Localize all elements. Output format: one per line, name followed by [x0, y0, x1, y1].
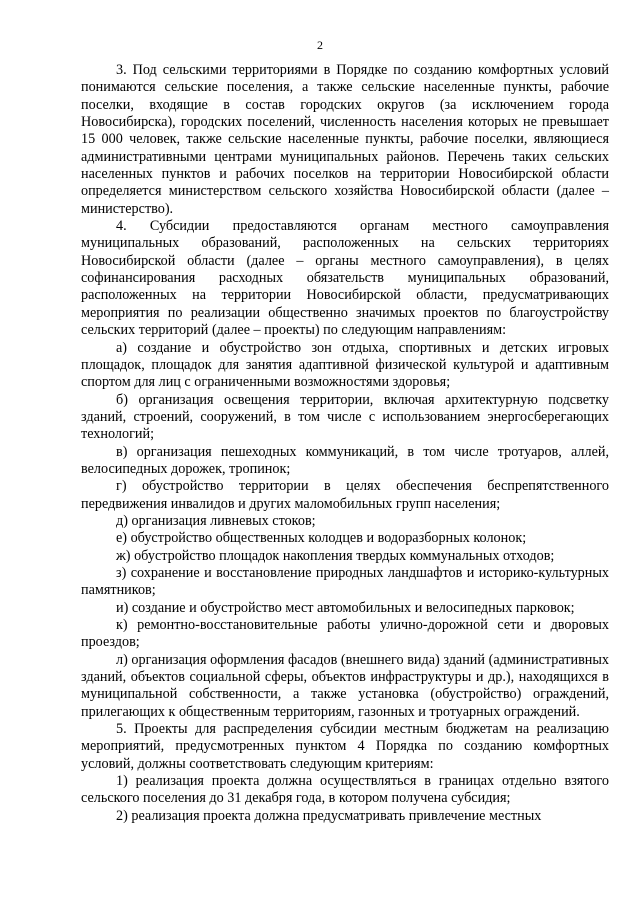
list-item-i: и) создание и обустройство мест автомобильных и велосипедных парковок; — [116, 599, 575, 616]
document-body — [81, 62, 609, 825]
criteria-item-1: 1) реализация проекта должна осуществляться в границах отдельно взятого сельского поселения до 31 декабря года, в котором получена субсидия; — [81, 773, 609, 807]
list-item-d: д) организация ливневых стоков; — [116, 512, 316, 529]
criteria-item-2: 2) реализация проекта должна предусматривать привлечение местных — [116, 807, 542, 824]
list-item-z: з) сохранение и восстановление природных ландшафтов и историко-культурных памятников; — [81, 564, 609, 599]
page-number: 2 — [317, 38, 323, 52]
list-item-a: а) создание и обустройство зон отдыха, спортивных и детских игровых площадок, площадок для занятия адаптивной физической культурой и адаптивным спортом для лиц с ограниченными возможностями здоровья; — [81, 339, 609, 391]
list-item-zh: ж) обустройство площадок накопления твердых коммунальных отходов; — [116, 547, 555, 564]
list-item-g: г) обустройство территории в целях обеспечения беспрепятственного передвижения инвалидов и других маломобильных групп населения; — [81, 478, 609, 512]
list-item-v: в) организация пешеходных коммуникаций, в том числе тротуаров, аллей, велосипедных дорожек, тропинок; — [81, 443, 609, 477]
list-item-l: л) организация оформления фасадов (внешнего вида) зданий (административных зданий, объектов социальной сферы, объектов инфраструктуры и др.), находящихся в муниципальной собственности, а также установка (обустройство) ограждений, прилегающих к общественным территориям, газонных и тротуарных ограждений. — [81, 651, 609, 720]
list-item-b: б) организация освещения территории, включая архитектурную подсветку зданий, строений, сооружений, в том числе с использованием энергосберегающих технологий; — [81, 391, 609, 443]
list-item-k: к) ремонтно-восстановительные работы улично-дорожной сети и дворовых проездов; — [81, 617, 609, 651]
paragraph-item-5: 5. Проекты для распределения субсидии местным бюджетам на реализацию мероприятий, предусмотренных пунктом 4 Порядка по созданию комфортных условий, должны соответствовать следующим критериям: — [81, 721, 609, 772]
list-item-e: е) обустройство общественных колодцев и водоразборных колонок; — [116, 530, 527, 547]
paragraph-item-3: 3. Под сельскими территориями в Порядке по созданию комфортных условий понимаются сельские поселения, а также сельские населенные пункты, рабочие поселки, входящие в состав городских округов (за исключением города Новосибирска), городских поселений, численность населения которых не превышает 15 000 человек, также сельские населенные пункты, рабочие поселки, являющиеся административными центрами муниципальных районов. Перечень таких сельских населенных пунктов и рабочих поселков на территории Новосибирской области определяется министерством сельского хозяйства Новосибирской области (далее – министерство). — [81, 62, 609, 217]
paragraph-item-4: 4. Субсидии предоставляются органам местного самоуправления муниципальных образований, расположенных на сельских территориях Новосибирской области (далее – органы местного самоуправления), в целях софинансирования расходных обязательств муниципальных образований, расположенных на территории Новосибирской области, предусматривающих мероприятия по реализации общественно значимых проектов по благоустройству сельских территорий (далее – проекты) по следующим направлениям: — [81, 218, 609, 339]
